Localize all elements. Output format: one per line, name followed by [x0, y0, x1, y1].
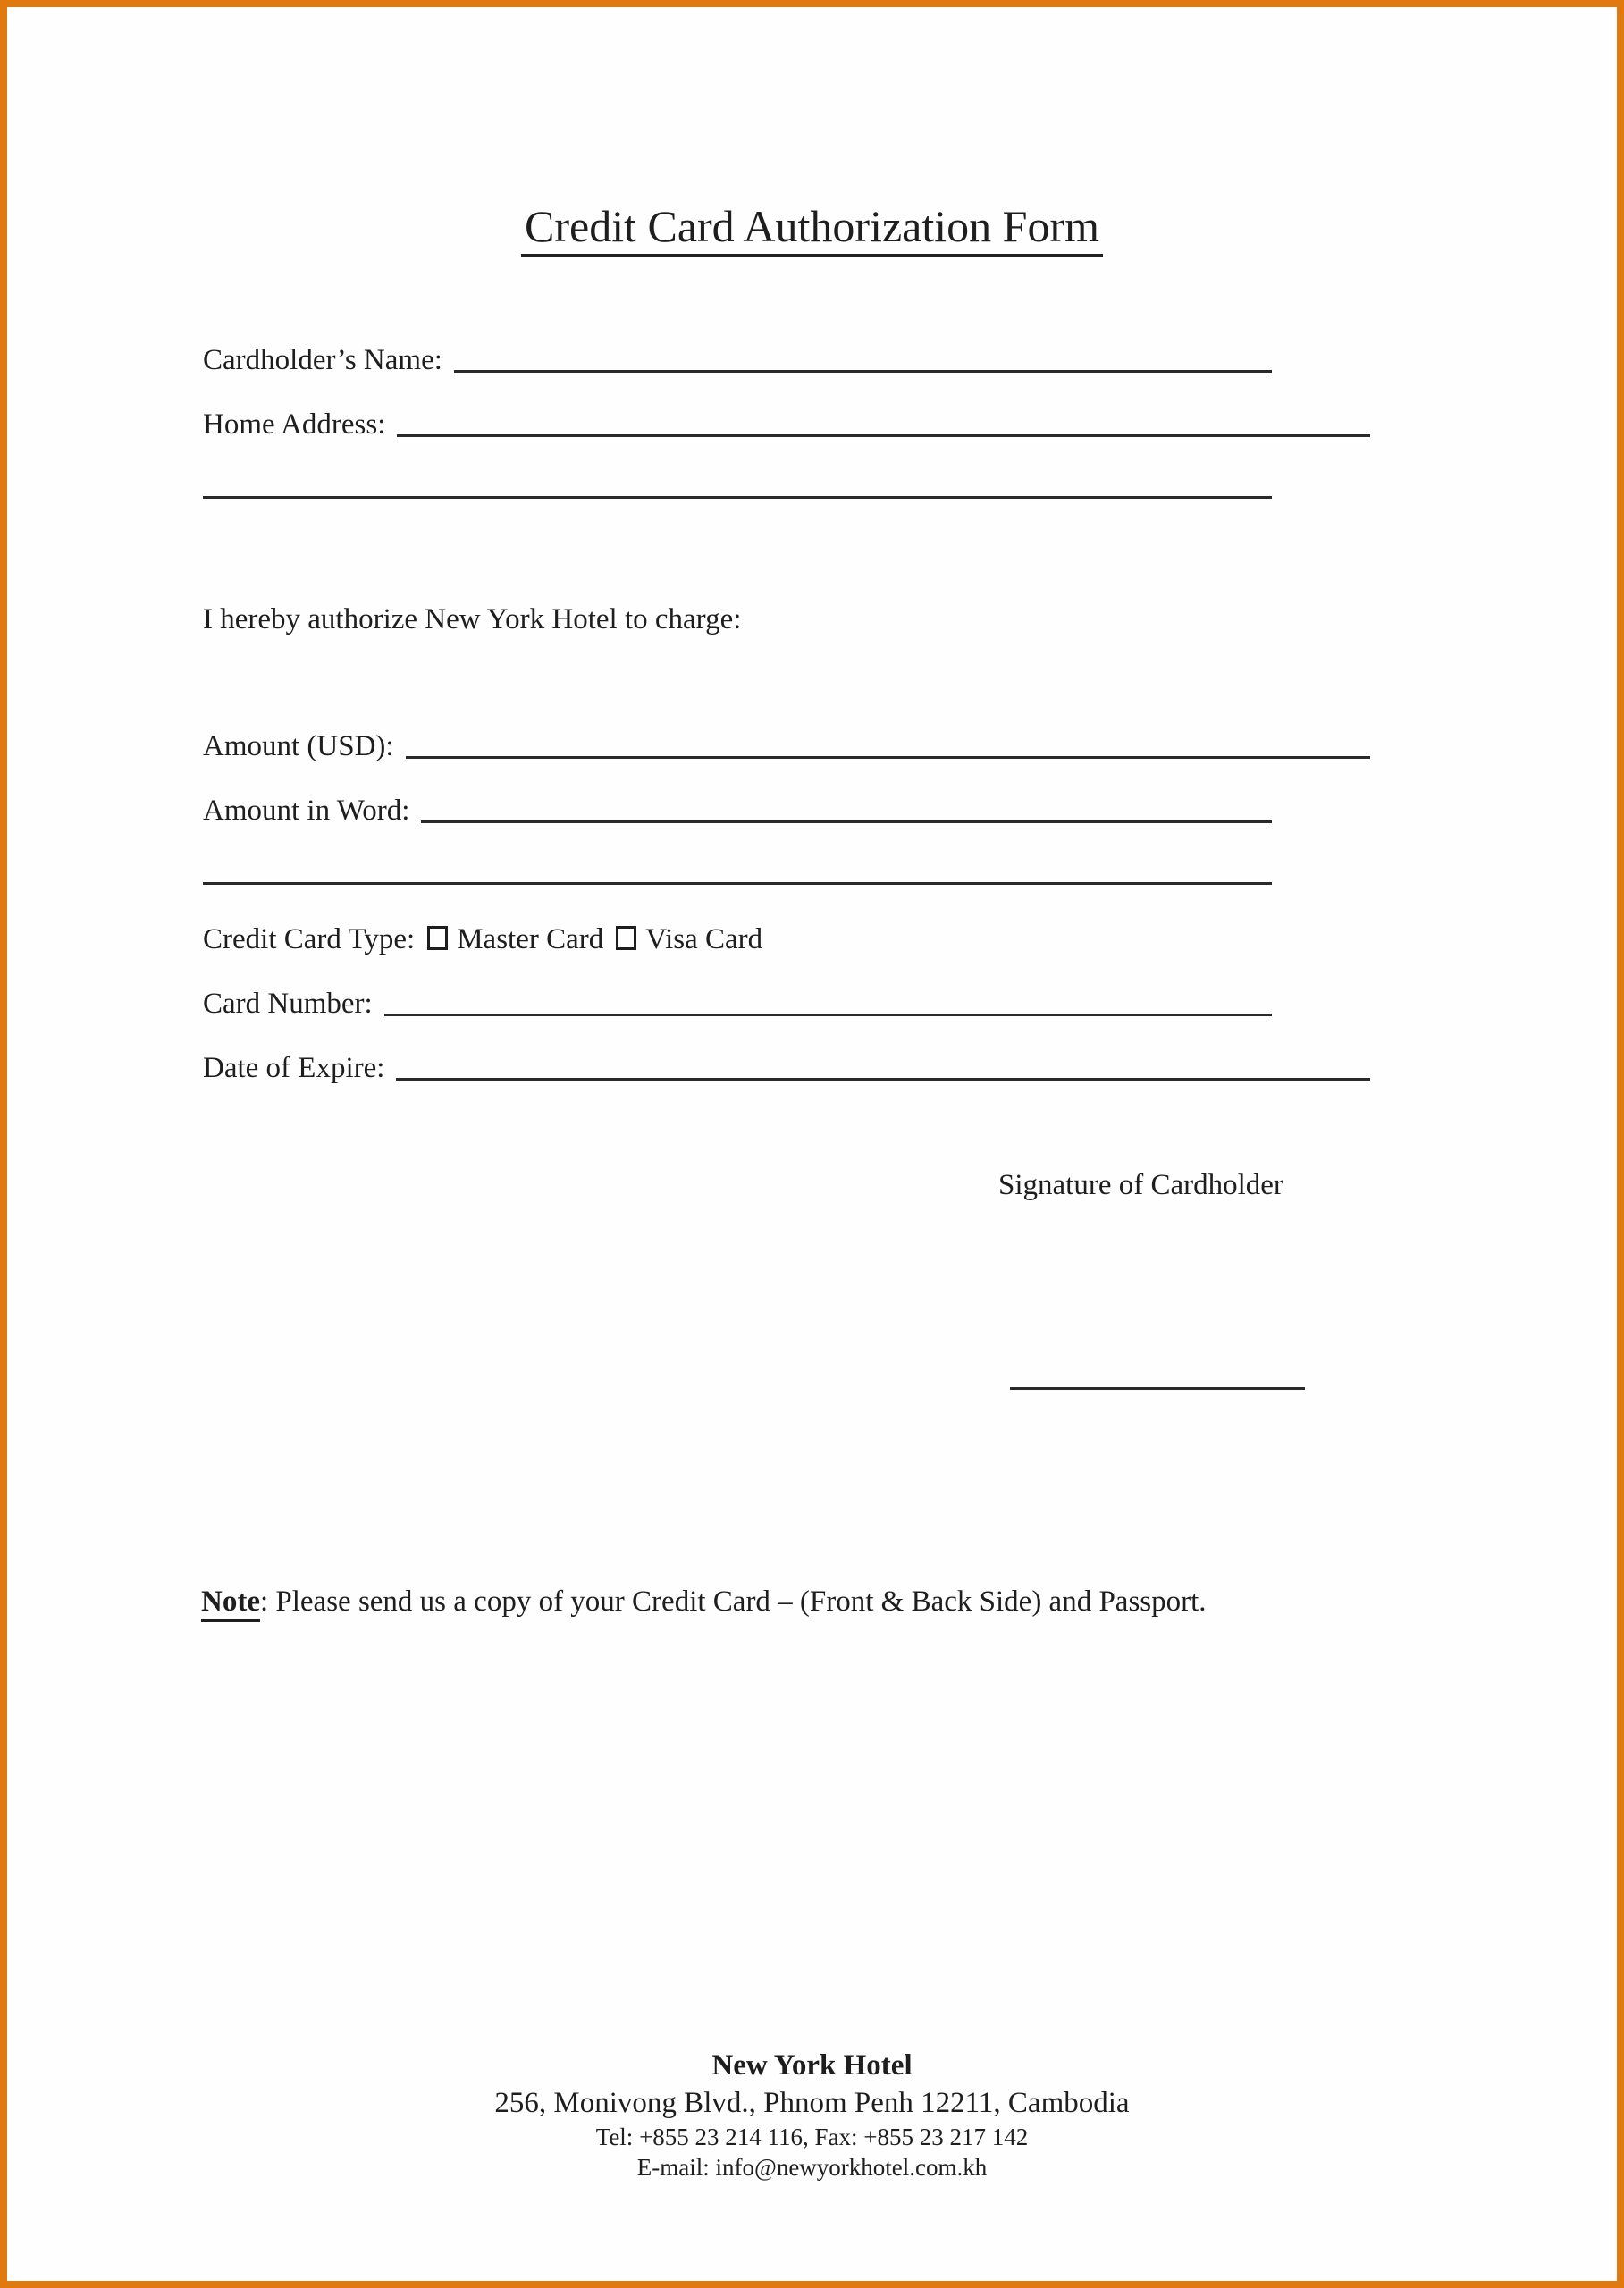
cardholder-name-label: Cardholder’s Name: — [203, 344, 442, 376]
card-type-label: Credit Card Type: — [203, 923, 416, 955]
signature-line[interactable] — [1010, 1387, 1305, 1390]
authorization-statement: I hereby authorize New York Hotel to charge: — [203, 603, 742, 635]
visa-card-checkbox[interactable] — [616, 926, 636, 950]
amount-in-word-label: Amount in Word: — [203, 795, 410, 827]
hotel-phone-fax: Tel: +855 23 214 116, Fax: +855 23 217 142 — [595, 2124, 1029, 2150]
card-number-label: Card Number: — [203, 988, 373, 1020]
hotel-email: E-mail: info@newyorkhotel.com.kh — [636, 2154, 988, 2181]
amount-in-word-line[interactable] — [421, 820, 1272, 823]
home-address-row — [203, 405, 1370, 444]
note-label: Note — [201, 1586, 260, 1622]
amount-in-word-row — [203, 791, 1272, 830]
note — [201, 1582, 1207, 1621]
hotel-address: 256, Monivong Blvd., Phnom Penh 12211, Cambodia — [494, 2087, 1130, 2119]
footer — [7, 2047, 1617, 2183]
signature-label: Signature of Cardholder — [998, 1169, 1283, 1201]
master-card-checkbox[interactable] — [427, 926, 448, 950]
home-address-label: Home Address: — [203, 408, 386, 441]
home-address-continuation-line[interactable] — [203, 496, 1272, 499]
date-of-expire-row — [203, 1048, 1370, 1088]
home-address-line[interactable] — [397, 434, 1370, 437]
amount-in-word-continuation-line[interactable] — [203, 882, 1272, 885]
card-type-row — [203, 920, 762, 959]
hotel-name: New York Hotel — [711, 2049, 913, 2082]
amount-usd-line[interactable] — [406, 756, 1370, 759]
amount-usd-row — [203, 727, 1370, 766]
card-number-line[interactable] — [384, 1014, 1272, 1016]
visa-card-option-label: Visa Card — [645, 923, 763, 955]
card-number-row — [203, 984, 1272, 1023]
amount-usd-label: Amount (USD): — [203, 730, 394, 762]
master-card-option-label: Master Card — [457, 923, 604, 955]
cardholder-name-row — [203, 341, 1272, 380]
cardholder-name-line[interactable] — [454, 370, 1272, 373]
date-of-expire-line[interactable] — [396, 1078, 1370, 1081]
date-of-expire-label: Date of Expire: — [203, 1052, 385, 1084]
page-title-container — [7, 201, 1617, 257]
page-title: Credit Card Authorization Form — [521, 201, 1103, 257]
note-text: : Please send us a copy of your Credit Card – (Front & Back Side) and Passport. — [259, 1586, 1207, 1618]
